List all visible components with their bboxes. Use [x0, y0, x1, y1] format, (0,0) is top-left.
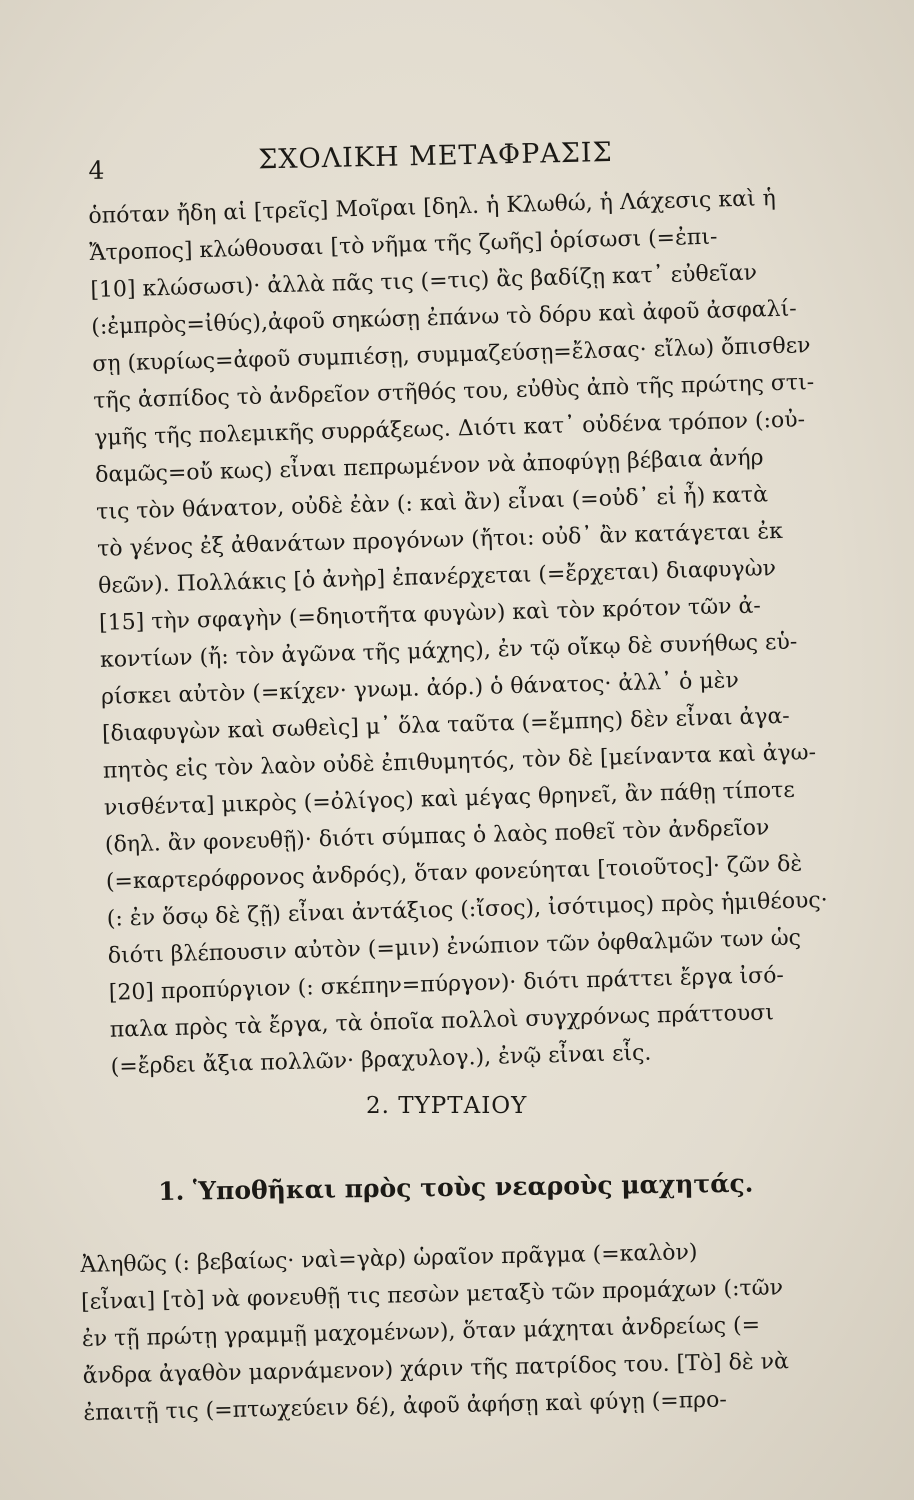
text-line: [20] προπύργιον (: σκέπην=πύργον)· διότι πράττει ἔργα ἰσό- — [108, 963, 785, 1006]
text-line: ἐν τῇ πρώτῃ γραμμῇ μαχομένων), ὅταν μάχηται ἀνδρείως (= — [81, 1312, 761, 1352]
text-line: τις τὸν θάνατον, οὐδὲ ἐὰν (: καὶ ἂν) εἶναι (=οὐδ᾽ εἰ ἦ) κατὰ — [95, 482, 769, 525]
text-line: Ἄτροπος] κλώθουσαι [τὸ νῆμα τῆς ζωῆς] ὁρίσωσι (=ἐπι- — [89, 224, 718, 266]
second-translation-paragraph — [80, 1231, 854, 1432]
text-line: πητὸς εἰς τὸν λαὸν οὐδὲ ἐπιθυμητός, τὸν δὲ [μείναντα καὶ ἀγω- — [102, 740, 817, 784]
text-line: τῆς ἀσπίδος τὸ ἀνδρεῖον στῆθός του, εὐθὺς ἀπὸ τῆς πρώτης στι- — [92, 370, 815, 414]
text-line: κοντίων (ἤ: τὸν ἀγῶνα τῆς μάχης), ἐν τῷ οἴκῳ δὲ συνήθως εὑ- — [99, 629, 798, 673]
text-line: γμῆς τῆς πολεμικῆς συρράξεως. Διότι κατ᾽ οὐδένα τρόπον (:οὐ- — [93, 407, 806, 451]
text-line: ρίσκει αὐτὸν (=κίχεν· γνωμ. ἀόρ.) ὁ θάνατος· ἀλλ᾽ ὁ μὲν — [100, 668, 740, 710]
text-line: ἄνδρα ἀγαθὸν μαρνάμενον) χάριν τῆς πατρίδος του. [Τὸ] δὲ νὰ — [82, 1349, 790, 1389]
text-line: [διαφυγὼν καὶ σωθεὶς] μ᾽ ὅλα ταῦτα (=ἔμπης) δὲν εἶναι ἀγα- — [101, 703, 791, 747]
running-head: ΣΧΟΛΙΚΗ ΜΕΤΑΦΡΑΣΙΣ — [257, 137, 613, 176]
text-line: (:ἐμπρὸς=ἰθύς),ἀφοῦ σηκώσῃ ἐπάνω τὸ δόρυ καὶ ἀφοῦ ἀσφαλί- — [91, 296, 797, 340]
text-line: [15] τὴν σφαγὴν (=δηιοτῆτα φυγὼν) καὶ τὸν κρότον τῶν ἀ- — [98, 593, 762, 636]
text-line: σῃ (κυρίως=ἀφοῦ συμπιέσῃ, συμμαζεύσῃ=ἔλσας· εἴλω) ὄπισθεν — [92, 333, 811, 377]
text-line: διότι βλέπουσιν αὐτὸν (=μιν) ἐνώπιον τῶν ὀφθαλμῶν των ὡς — [107, 925, 802, 969]
text-line: Ἀληθῶς (: βεβαίως· ναὶ=γὰρ) ὡραῖον πρᾶγμα (=καλὸν) — [80, 1240, 698, 1278]
text-line: [εἶναι] [τὸ] νὰ φονευθῇ τις πεσὼν μεταξὺ τῶν προμάχων (:τῶν — [80, 1275, 784, 1315]
text-line: (: ἐν ὅσῳ δὲ ζῇ) εἶναι ἀντάξιος (:ἴσος), ἰσότιμος) πρὸς ἡμιθέους· — [106, 887, 829, 932]
poem-subheading: 1. Ὑποθῆκαι πρὸς τοὺς νεαροὺς μαχητάς. — [158, 1168, 754, 1206]
text-line: θεῶν). Πολλάκις [ὁ ἀνὴρ] ἐπανέρχεται (=ἔρχεται) διαφυγὼν — [97, 556, 777, 599]
page-number: 4 — [88, 155, 105, 185]
text-line: [10] κλώσωσι)· ἀλλὰ πᾶς τις (=τις) ἂς βαδίζῃ κατ᾽ εὐθεῖαν — [90, 260, 758, 303]
text-line: νισθέντα] μικρὸς (=ὀλίγος) καὶ μέγας θρηνεῖ, ἂν πάθῃ τίποτε — [103, 777, 796, 821]
text-line: δαμῶς=οὔ κως) εἶναι πεπρωμένον νὰ ἀποφύγῃ βέβαια ἀνήρ — [94, 445, 764, 488]
text-line: ἐπαιτῇ τις (=πτωχεύειν δέ), ἀφοῦ ἀφήσῃ καὶ φύγῃ (=προ- — [83, 1387, 728, 1426]
translation-paragraph — [88, 178, 861, 1085]
section-heading: 2. ΤΥΡΤΑΙΟΥ — [366, 1093, 528, 1119]
text-line: (δηλ. ἂν φονευθῇ)· διότι σύμπας ὁ λαὸς ποθεῖ τὸν ἀνδρεῖον — [104, 815, 770, 858]
page-header — [88, 132, 849, 188]
text-line: παλα πρὸς τὰ ἔργα, τὰ ὁποῖα πολλοὶ συγχρόνως πράττουσι — [109, 1000, 775, 1043]
text-line: τὸ γένος ἐξ ἀθανάτων προγόνων (ἤτοι: οὐδ᾽ ἂν κατάγεται ἐκ — [96, 518, 784, 562]
text-line: (=ἔρδει ἄξια πολλῶν· βραχυλογ.), ἐνῷ εἶναι εἷς. — [110, 1040, 652, 1080]
text-line: ὁπόταν ἤδη αἱ [τρεῖς] Μοῖραι [δηλ. ἡ Κλωθώ, ἡ Λάχεσις καὶ ἡ — [88, 186, 777, 229]
text-line: (=καρτερόφρονος ἀνδρός), ὅταν φονεύηται [τοιοῦτος]· ζῶν δὲ — [105, 851, 803, 895]
